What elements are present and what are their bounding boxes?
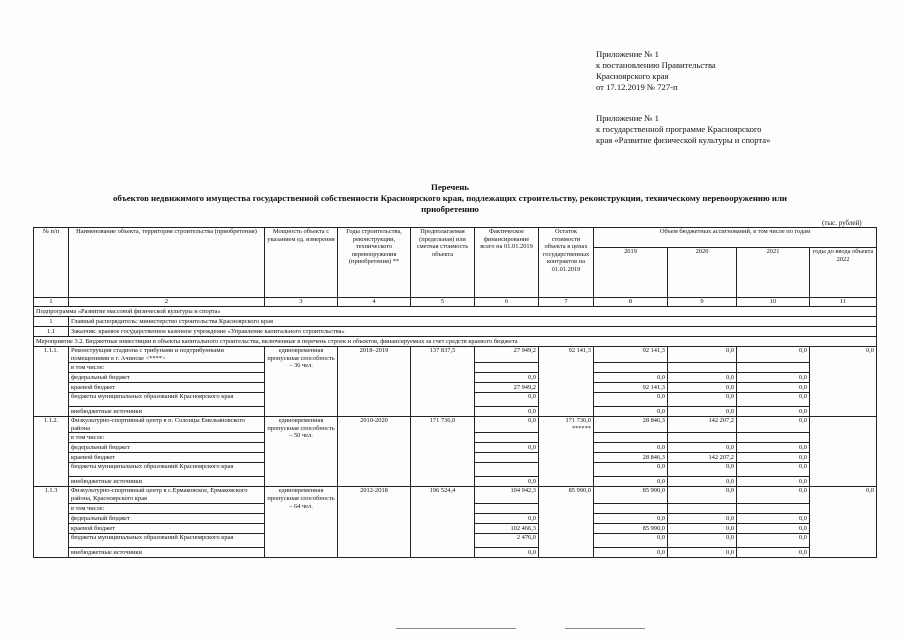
appendix-line: Приложение № 1: [596, 49, 659, 59]
offbudget-value: 0,0: [594, 547, 668, 557]
object-num: 1.1.2.: [34, 417, 69, 487]
colnum: 5: [411, 298, 475, 307]
object-capacity: единовременная пропускная способность – 64 чел.: [265, 487, 338, 557]
municipal-label: бюджеты муниципальных образований Красноярского края: [69, 393, 265, 407]
object-row: [34, 417, 877, 433]
municipal-label: бюджеты муниципальных образований Красноярского края: [69, 463, 265, 477]
municipal-value: 0,0: [668, 463, 737, 477]
federal-value: 0,0: [668, 443, 737, 453]
empty-cell: [737, 433, 810, 443]
federal-value: 0,0: [594, 373, 668, 383]
header-num: № п/п: [34, 228, 69, 298]
regional-label: краевой бюджет: [69, 453, 265, 463]
regional-value: [475, 453, 539, 463]
doc-title: Перечень: [431, 182, 469, 192]
federal-value: 0,0: [475, 513, 539, 523]
header-entry: [810, 248, 877, 298]
colnum: 1: [34, 298, 69, 307]
offbudget-value: 0,0: [737, 407, 810, 417]
object-entry: 0,0: [810, 347, 877, 417]
colnum: 11: [810, 298, 877, 307]
object-2020: 0,0: [668, 487, 737, 503]
object-name: Физкультурно-спортивный центр в с.Ермаковское, Ермаковского района, Красноярского края: [69, 487, 265, 503]
federal-label: федеральный бюджет: [69, 513, 265, 523]
column-numbers-row: [34, 298, 877, 307]
object-name: Реконструкция стадиона с трибунами и подтрибунными помещениями в г. Ачинске <****>: [69, 347, 265, 363]
municipal-value: 0,0: [668, 393, 737, 407]
appendix-line: к постановлению Правительства: [596, 60, 716, 70]
regional-value: 85 990,0: [594, 523, 668, 533]
appendix-decree: [596, 49, 716, 93]
customer-text: Заказчик: краевое государственное казенное учреждение «Управление капитального строительства»: [69, 327, 877, 337]
object-2021: 0,0: [737, 347, 810, 363]
scan-artifact: [396, 628, 516, 629]
header-name: Наименование объекта, территория строительства (приобретения): [69, 228, 265, 298]
manager-row: [34, 317, 877, 327]
object-capacity: единовременная пропускная способность – 36 чел.: [265, 347, 338, 417]
offbudget-value: 0,0: [594, 407, 668, 417]
header-entry-year: 2022: [836, 255, 850, 263]
object-2021: 0,0: [737, 417, 810, 433]
offbudget-label: внебюджетные источники: [69, 547, 265, 557]
object-cost: 171 736,0: [411, 417, 475, 487]
municipal-value: 0,0: [475, 393, 539, 407]
empty-cell: [475, 363, 539, 373]
object-actual: 104 942,3: [475, 487, 539, 503]
header-2021: 2021: [737, 248, 810, 298]
manager-text: Главный распорядитель: министерство строительства Красноярского края: [69, 317, 877, 327]
header-years: Годы строительства, реконструкции, технического перевооружения (приобретения) **: [338, 228, 411, 298]
federal-value: 0,0: [594, 513, 668, 523]
colnum: 2: [69, 298, 265, 307]
appendix-line: к государственной программе Красноярского: [596, 124, 762, 134]
offbudget-label: внебюджетные источники: [69, 477, 265, 487]
object-row: [34, 347, 877, 363]
regional-value: 0,0: [737, 383, 810, 393]
offbudget-value: 0,0: [668, 477, 737, 487]
empty-cell: [594, 363, 668, 373]
empty-cell: [594, 433, 668, 443]
header-2019: 2019: [594, 248, 668, 298]
empty-cell: [737, 363, 810, 373]
municipal-value: 2 476,0: [475, 533, 539, 547]
object-2020: 142 207,2: [668, 417, 737, 433]
object-remain-note: ******: [571, 424, 591, 432]
empty-cell: [668, 503, 737, 513]
object-entry: [810, 417, 877, 487]
appendix-program: [596, 113, 770, 146]
municipal-value: 0,0: [737, 463, 810, 477]
object-cost: 196 524,4: [411, 487, 475, 557]
scan-artifact: [565, 628, 645, 629]
colnum: 3: [265, 298, 338, 307]
incl-label: в том числе:: [69, 433, 265, 443]
municipal-value: 0,0: [737, 533, 810, 547]
regional-value: 27 949,2: [475, 383, 539, 393]
doc-title-line3: приобретению: [421, 204, 479, 214]
federal-value: 0,0: [668, 513, 737, 523]
empty-cell: [668, 433, 737, 443]
municipal-value: [475, 463, 539, 477]
empty-cell: [594, 503, 668, 513]
offbudget-value: 0,0: [475, 407, 539, 417]
offbudget-value: 0,0: [668, 547, 737, 557]
object-num: 1.1.3: [34, 487, 69, 557]
regional-value: 0,0: [737, 453, 810, 463]
customer-num: 1.1: [34, 327, 69, 337]
offbudget-value: 0,0: [737, 477, 810, 487]
subprogram-text: Подпрограмма «Развитие массовой физической культуры и спорта»: [34, 307, 877, 317]
objects-table: [33, 227, 877, 558]
header-remain: Остаток стоимости объекта в ценах государственных контрактов на 01.01.2019: [539, 228, 594, 298]
colnum: 7: [539, 298, 594, 307]
object-entry: 0,0: [810, 487, 877, 557]
object-remain: [539, 417, 594, 487]
object-name: Физкультурно-спортивный центр в п. Солонцы Емельяновского района: [69, 417, 265, 433]
offbudget-value: 0,0: [737, 547, 810, 557]
object-capacity: единовременная пропускная способность – 50 чел.: [265, 417, 338, 487]
object-actual: 0,0: [475, 417, 539, 433]
federal-value: 0,0: [668, 373, 737, 383]
colnum: 4: [338, 298, 411, 307]
empty-cell: [737, 503, 810, 513]
measure-row: [34, 337, 877, 347]
object-years: 2018–2019: [338, 347, 411, 417]
offbudget-value: 0,0: [594, 477, 668, 487]
appendix-line: края «Развитие физической культуры и спорта»: [596, 135, 771, 145]
object-remain: [539, 347, 594, 417]
header-entry-label: годы до ввода объекта: [812, 248, 874, 255]
object-actual: 27 949,2: [475, 347, 539, 363]
manager-num: 1: [34, 317, 69, 327]
municipal-value: 0,0: [594, 463, 668, 477]
federal-label: федеральный бюджет: [69, 443, 265, 453]
colnum: 10: [737, 298, 810, 307]
federal-value: 0,0: [594, 443, 668, 453]
regional-value: 0,0: [668, 523, 737, 533]
regional-label: краевой бюджет: [69, 523, 265, 533]
subprogram-row: [34, 307, 877, 317]
regional-value: 102 466,3: [475, 523, 539, 533]
measure-text: Мероприятие 3.2. Бюджетные инвестиции в объекты капитального строительства, включенные в перечень строек и объектов, финансируемых за счет средств краевого бюджета: [34, 337, 877, 347]
object-years: 2012-2018: [338, 487, 411, 557]
municipal-value: 0,0: [668, 533, 737, 547]
municipal-value: 0,0: [594, 533, 668, 547]
header-cost: Предполагаемая (предельная) или сметная стоимость объекта: [411, 228, 475, 298]
regional-value: 142 207,2: [668, 453, 737, 463]
regional-value: 92 141,3: [594, 383, 668, 393]
colnum: 8: [594, 298, 668, 307]
appendix-line: Приложение № 1: [596, 113, 659, 123]
customer-row: [34, 327, 877, 337]
incl-label: в том числе:: [69, 503, 265, 513]
object-num: 1.1.1.: [34, 347, 69, 417]
object-remain-value: 92 141,3: [568, 347, 591, 354]
regional-value: 0,0: [668, 383, 737, 393]
offbudget-label: внебюджетные источники: [69, 407, 265, 417]
doc-title-line2: объектов недвижимого имущества государственной собственности Красноярского края, подлежащих строительству, реконструкции, техническому перевооружению или: [113, 193, 787, 203]
header-budget: Объем бюджетных ассигнований, в том числе по годам: [594, 228, 877, 248]
federal-value: 0,0: [737, 373, 810, 383]
municipal-value: 0,0: [594, 393, 668, 407]
federal-value: 0,0: [475, 373, 539, 383]
header-2020: 2020: [668, 248, 737, 298]
object-years: 2010-2020: [338, 417, 411, 487]
object-remain-value: 171 736,0: [565, 417, 591, 425]
regional-label: краевой бюджет: [69, 383, 265, 393]
object-remain: [539, 487, 594, 557]
object-2019: 28 846,3: [594, 417, 668, 433]
empty-cell: [668, 363, 737, 373]
federal-value: 0,0: [737, 443, 810, 453]
empty-cell: [475, 503, 539, 513]
regional-value: 28 846,3: [594, 453, 668, 463]
object-row: [34, 487, 877, 503]
object-2021: 0,0: [737, 487, 810, 503]
object-remain-value: 85 990,0: [568, 487, 591, 495]
colnum: 9: [668, 298, 737, 307]
municipal-label: бюджеты муниципальных образований Красноярского края: [69, 533, 265, 547]
colnum: 6: [475, 298, 539, 307]
regional-value: 0,0: [737, 523, 810, 533]
object-2020: 0,0: [668, 347, 737, 363]
object-2019: 85 990,0: [594, 487, 668, 503]
federal-value: 0,0: [737, 513, 810, 523]
appendix-line: Красноярского края: [596, 71, 669, 81]
appendix-line: от 17.12.2019 № 727-п: [596, 82, 678, 92]
units-label: (тыс. рублей): [822, 219, 862, 227]
incl-label: в том числе:: [69, 363, 265, 373]
offbudget-value: 0,0: [668, 407, 737, 417]
federal-value: 0,0: [475, 443, 539, 453]
header-row: [34, 228, 877, 248]
offbudget-value: 0,0: [475, 477, 539, 487]
object-2019: 92 141,3: [594, 347, 668, 363]
header-capacity: Мощность объекта с указанием ед. измерения: [265, 228, 338, 298]
offbudget-value: 0,0: [475, 547, 539, 557]
municipal-value: 0,0: [737, 393, 810, 407]
empty-cell: [475, 433, 539, 443]
federal-label: федеральный бюджет: [69, 373, 265, 383]
object-cost: 137 837,5: [411, 347, 475, 417]
header-actual: Фактическое финансирование всего на 01.01.2019: [475, 228, 539, 298]
